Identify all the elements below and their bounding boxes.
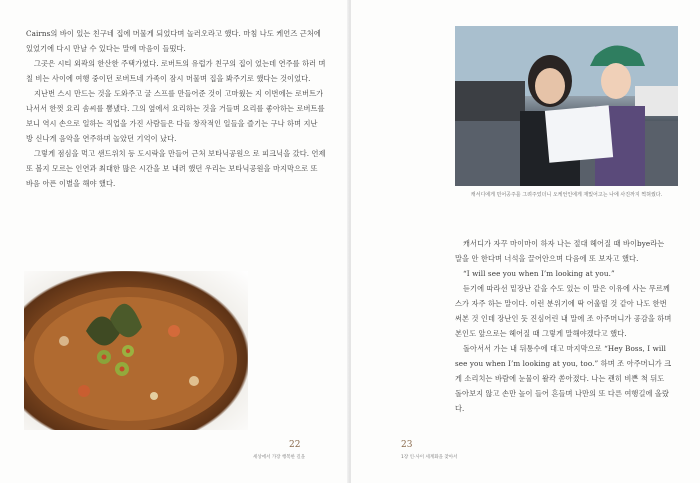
girls-illustration bbox=[455, 26, 678, 186]
paragraph: 지난번 스시 만드는 것을 도와주고 굴 스프를 만들어준 것이 고마웠는 지 이번에는 로버트가 나서서 한껏 요리 솜씨를 뽐냈다. 그의 옆에서 요리하는 것을 거들며 요리를 좋아하는 로버트를 보니 역시 손으로 일하는 직업을 가진 사람들은 다들 창작적인 일들을 즐기는 구나 하며 지난 방 신나게 음악을 연주하며 놀았던 기억이 났다. bbox=[26, 89, 325, 143]
paragraph: 듣기에 따라선 밑장난 같을 수도 있는 이 말은 이유에 사는 무르께스가 자주 하는 말이다. 이런 분위기에 딱 어울릴 것 같아 나도 한번 써본 것 인데 장난인 듯 진심어린 내 말에 조 아주머니가 공감을 하며 본인도 앞으로는 헤어질 때 그렇게 말해야겠다고 했다. bbox=[455, 284, 672, 338]
left-body-text bbox=[26, 26, 326, 191]
soup-illustration bbox=[24, 271, 248, 430]
paragraph: 그렇게 점심을 먹고 샌드위치 등 도시락을 만들어 근처 보타닉공원으 로 피크닉을 갔다. 언제 또 볼지 모르는 인연과 최대한 많은 시간을 보 내려 했던 우리는 보타닉공원을 마지막으로 또 바음 아픈 이별을 해야 했다. bbox=[26, 149, 326, 188]
paragraph: Cairns의 바이 있는 친구네 집에 머물게 되었다며 놀러오라고 했다. 마침 나도 케언즈 근처에 있었기에 다시 만날 수 있다는 말에 마음이 들떴다. bbox=[26, 29, 321, 53]
girls-photo bbox=[455, 26, 678, 186]
running-title: 세상에서 가장 행복한 길을 bbox=[253, 455, 306, 460]
paragraph: 캐서디가 자꾸 마이마이 하자 나는 절대 헤어질 때 바이bye라는 말을 안 한다며 너석을 끌어안으며 다음에 또 보자고 했다. bbox=[455, 239, 665, 263]
photo-caption: 캐서디에게 민어공주를 그려주었더니 오케언인에게 재밌어고는 나에 사진까지 찍혀줬다. bbox=[470, 192, 663, 198]
page-number: 22 bbox=[289, 440, 301, 450]
quote: “I will see you when I’m looking at you.” bbox=[463, 269, 615, 278]
left-page bbox=[0, 0, 349, 483]
right-body-text bbox=[455, 236, 673, 416]
soup-photo bbox=[24, 271, 248, 430]
paragraph: 돌아서서 가는 내 뒤통수에 대고 마지막으로 “Hey Boss, I will see you when I’m looking at you, too.” 하며 조 아주머니가 크게 소리치는 바람에 눈물이 왈칵 쏟아졌다. 나는 괜히 비쁜 척 뒤도 돌아보지 않고 손만 높이 들어 흔들며 나만의 또 다른 여행길에 올랐다. bbox=[455, 344, 672, 413]
paragraph: 그곳은 시티 외곽의 한산한 주택가였다. 로버트의 유럽가 친구의 집이 었는데 연주를 하러 며칠 비는 사이에 여행 중이던 로버트네 가족이 잠시 머물며 집을 봐주기로 했다는 것이었다. bbox=[26, 59, 326, 83]
page-number: 23 bbox=[401, 440, 413, 450]
running-title: 1장 인·사이 세계화을 찾아서 bbox=[401, 455, 458, 460]
